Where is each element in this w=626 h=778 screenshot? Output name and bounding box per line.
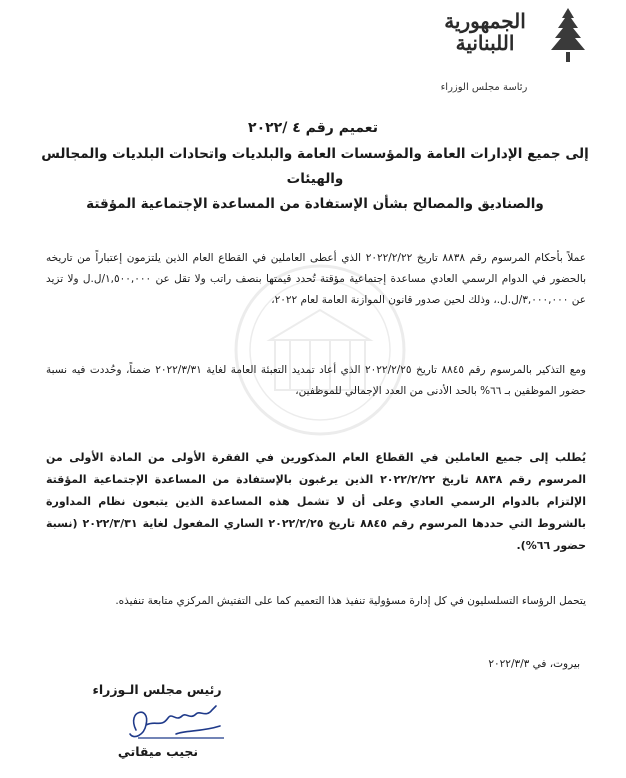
paragraph-responsibility: يتحمل الرؤساء التسلسليون في كل إدارة مسؤولية تنفيذ هذا التعميم كما على التفتيش المركزي متابعة تنفيذه. bbox=[115, 595, 586, 607]
heading-line2: والصناديق والمصالح بشأن الإستفادة من المساعدة الإجتماعية المؤقتة bbox=[86, 196, 544, 212]
cedar-emblem-icon bbox=[548, 6, 588, 64]
letterhead bbox=[428, 4, 588, 100]
paragraph-decree-reference: عملاً بأحكام المرسوم رقم ٨٨٣٨ تاريخ ٢٠٢٢/٢/٢٢ الذي أعطى العاملين في القطاع العام الذين يلتزمون إعتباراً من تاريخه بالحضور في الدوام الرسمي العادي مساعدة إجتماعية مؤقتة تُحدد قيمتها بنصف راتب ولا تقل عن ١,٥٠٠,٠٠٠/ل.ل ولا تزيد عن ٣,٠٠٠,٠٠٠/ل.ل.، وذلك لحين صدور قانون الموازنة العامة لعام ٢٠٢٢، bbox=[46, 252, 587, 306]
place-and-date: بيروت، في ٢٠٢٢/٣/٣ bbox=[488, 658, 580, 670]
heading-line1: إلى جميع الإدارات العامة والمؤسسات العامة والبلديات واتحادات البلديات والمجالس والهيئات bbox=[41, 146, 589, 187]
letterhead-title-line2: اللبنانية bbox=[455, 31, 515, 55]
circular-number: تعميم رقم ٤ /٢٠٢٢ bbox=[248, 120, 378, 136]
letterhead-title bbox=[430, 10, 540, 54]
signatory-title: رئيس مجلس الـوزراء bbox=[92, 682, 222, 697]
paragraph-directive: يُطلب إلى جميع العاملين في القطاع العام المذكورين في الفقرة الأولى من المادة الأولى من المرسوم رقم ٨٨٣٨ تاريخ ٢٠٢٢/٢/٢٢ الذين يرغبون بالإستفادة من المساعدة الإجتماعية المؤقتة الإلتزام بالدوام الرسمي العادي وعلى أن لا تشمل هذه المساعدة الذين يتبعون نظام المداورة بالشروط التي حددها المرسوم رقم ٨٨٤٥ تاريخ ٢٠٢٢/٢/٢٥ الساري المفعول لغاية ٢٠٢٢/٣/٣١ (نسبة حضور ٦٦%). bbox=[46, 451, 586, 552]
letterhead-subtitle: رئاسة مجلس الوزراء bbox=[440, 82, 528, 93]
circular-heading bbox=[40, 142, 590, 217]
signatory-name: نجيب ميقاتي bbox=[117, 744, 199, 759]
handwritten-signature-icon bbox=[116, 700, 236, 744]
paragraph-mobilization-reminder: ومع التذكير بالمرسوم رقم ٨٨٤٥ تاريخ ٢٠٢٢/٢/٢٥ الذي أعاد تمديد التعبئة العامة لغاية ٢٠٢٢/٣/٣١ ضمناً، وحُددت فيه نسبة حضور الموظفين بـ ٦٦% بالحد الأدنى من العدد الإجمالي للموظفين، bbox=[46, 364, 586, 397]
letterhead-title-line1: الجمهورية bbox=[444, 9, 526, 33]
